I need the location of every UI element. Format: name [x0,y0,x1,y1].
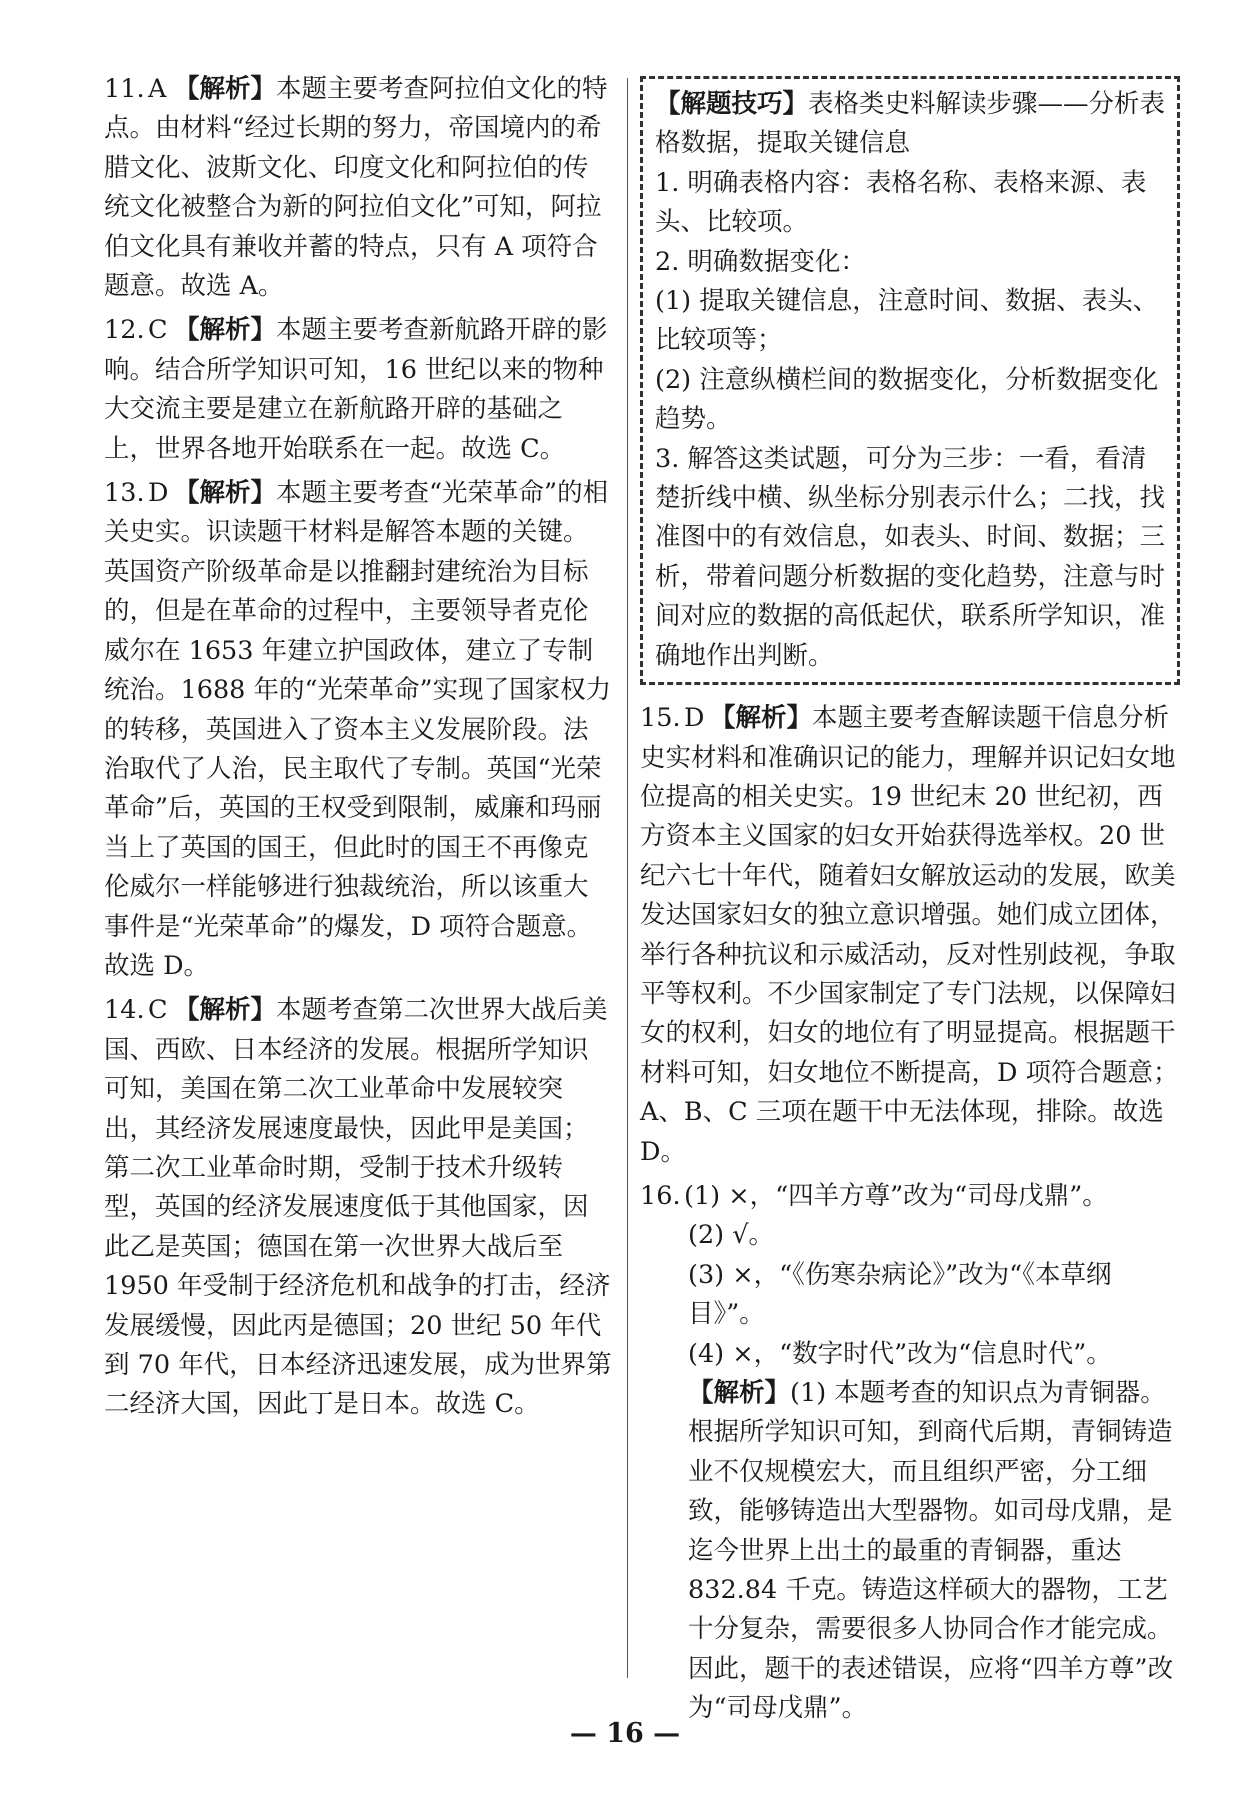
answer-item: (1) ×，“四羊方尊”改为“司母戊鼎”。 [684,1180,1108,1211]
answer-letter: A [148,74,167,104]
tip-box [640,76,1180,685]
answer-letter: D [148,478,169,509]
question-number: 15. [640,703,681,734]
analysis-text: 本题主要考查“光荣革命”的相关史实。识读题干材料是解答本题的关键。英国资产阶级革命是以推翻封建统治为目标的，但是在革命的过程中，主要领导者克伦威尔在 1653 年建立护国政体，建立了专制统治。1688 年的“光荣革命”实现了国家权力的转移，英国进入了资本主义发展阶段。法治取代了人治，民主取代了专制。英国“光荣革命”后，英国的王权受到限制，威廉和玛丽当上了英国的国王，但此时的国王不再像克伦威尔一样能够进行独裁统治，所以该重大事件是“光荣革命”的爆发，D 项符合题意。故选 D。 [104,478,612,981]
answer-15 [640,699,1180,1172]
answer-16 [640,1177,1180,1729]
left-column [104,70,612,1430]
analysis-tag: 【解析】 [174,995,277,1026]
question-number: 12. [104,315,145,346]
question-number: 14. [104,995,145,1026]
analysis-text: 本题考查第二次世界大战后美国、西欧、日本经济的发展。根据所学知识可知，美国在第二次工业革命中发展较突出，其经济发展速度最快，因此甲是美国；第二次工业革命时期，受制于技术升级转型，英国的经济发展速度低于其他国家，因此乙是英国；德国在第一次世界大战后至 1950 年受制于经济危机和战争的打击，经济发展缓慢，因此丙是德国；20 世纪 50 年代到 70 年代，日本经济迅速发展，成为世界第二经济大国，因此丁是日本。故选 C。 [104,995,612,1420]
tip-line: 2. 明确数据变化： [655,246,866,277]
analysis-tag: 【解析】 [174,315,277,346]
answer-13 [104,474,612,986]
tip-tag: 【解题技巧】 [655,89,809,119]
answer-letter: D [684,703,705,734]
answer-12 [104,311,612,469]
analysis-text: 本题主要考查解读题干信息分析史实材料和准确识记的能力，理解并识记妇女地位提高的相关史实。19 世纪末 20 世纪初，西方资本主义国家的妇女开始获得选举权。20 世纪六七十年代，随着妇女解放运动的发展，欧美发达国家妇女的独立意识增强。她们成立团体，举行各种抗议和示威活动，反对性别歧视，争取平等权利。不少国家制定了专门法规，以保障妇女的权利，妇女的地位有了明显提高。根据题干材料可知，妇女地位不断提高，D 项符合题意；A、B、C 三项在题干中无法体现，排除。故选 D。 [640,703,1179,1167]
question-number: 11. [104,74,145,104]
tip-line: (1) 提取关键信息，注意时间、数据、表头、比较项等； [655,286,1159,356]
tip-line: 3. 解答这类试题，可分为三步：一看，看清楚折线中横、纵坐标分别表示什么；二找，找准图中的有效信息，如表头、时间、数据；三析，带着问题分析数据的变化趋势，注意与时间对应的数据的高低起伏，联系所学知识，准确地作出判断。 [655,443,1166,671]
answer-letter: C [148,315,168,346]
column-divider [627,78,628,1678]
analysis-text: 本题主要考查新航路开辟的影响。结合所学知识可知，16 世纪以来的物种大交流主要是建立在新航路开辟的基础之上，世界各地开始联系在一起。故选 C。 [104,315,608,464]
answer-letter: C [148,995,168,1026]
question-number: 16. [640,1180,681,1211]
right-column [640,70,1180,1734]
analysis-tag: 【解析】 [174,478,277,509]
page-number: — 16 — [569,1718,681,1749]
tip-line: 表格类史料解读步骤——分析表格数据，提取关键信息 [655,89,1166,159]
tip-line: 1. 明确表格内容：表格名称、表格来源、表头、比较项。 [655,167,1147,238]
analysis-text: (1) 本题考查的知识点为青铜器。根据所学知识可知，到商代后期，青铜铸造业不仅规模宏大，而且组织严密，分工细致，能够铸造出大型器物。如司母戊鼎，是迄今世界上出土的最重的青铜器，重达 832.84 千克。铸造这样硕大的器物，工艺十分复杂，需要很多人协同合作才能完成。因此，题干的表述错误，应将“四羊方尊”改为“司母戊鼎”。 [688,1378,1174,1724]
question-number: 13. [104,478,145,509]
answer-item: (2) √。 [688,1220,774,1251]
answer-item: (4) ×，“数字时代”改为“信息时代”。 [688,1338,1112,1369]
tip-line: (2) 注意纵横栏间的数据变化，分析数据变化趋势。 [655,364,1159,435]
answer-11 [104,70,612,306]
analysis-tag: 【解析】 [688,1378,791,1408]
answer-14 [104,991,612,1424]
analysis-tag: 【解析】 [710,703,813,734]
analysis-text: 本题主要考查阿拉伯文化的特点。由材料“经过长期的努力，帝国境内的希腊文化、波斯文化、印度文化和阿拉伯的传统文化被整合为新的阿拉伯文化”可知，阿拉伯文化具有兼收并蓄的特点，只有 A 项符合题意。故选 A。 [104,74,608,302]
analysis-tag: 【解析】 [174,74,277,104]
answer-item: (3) ×，“《伤寒杂病论》”改为“《本草纲目》”。 [688,1259,1112,1330]
